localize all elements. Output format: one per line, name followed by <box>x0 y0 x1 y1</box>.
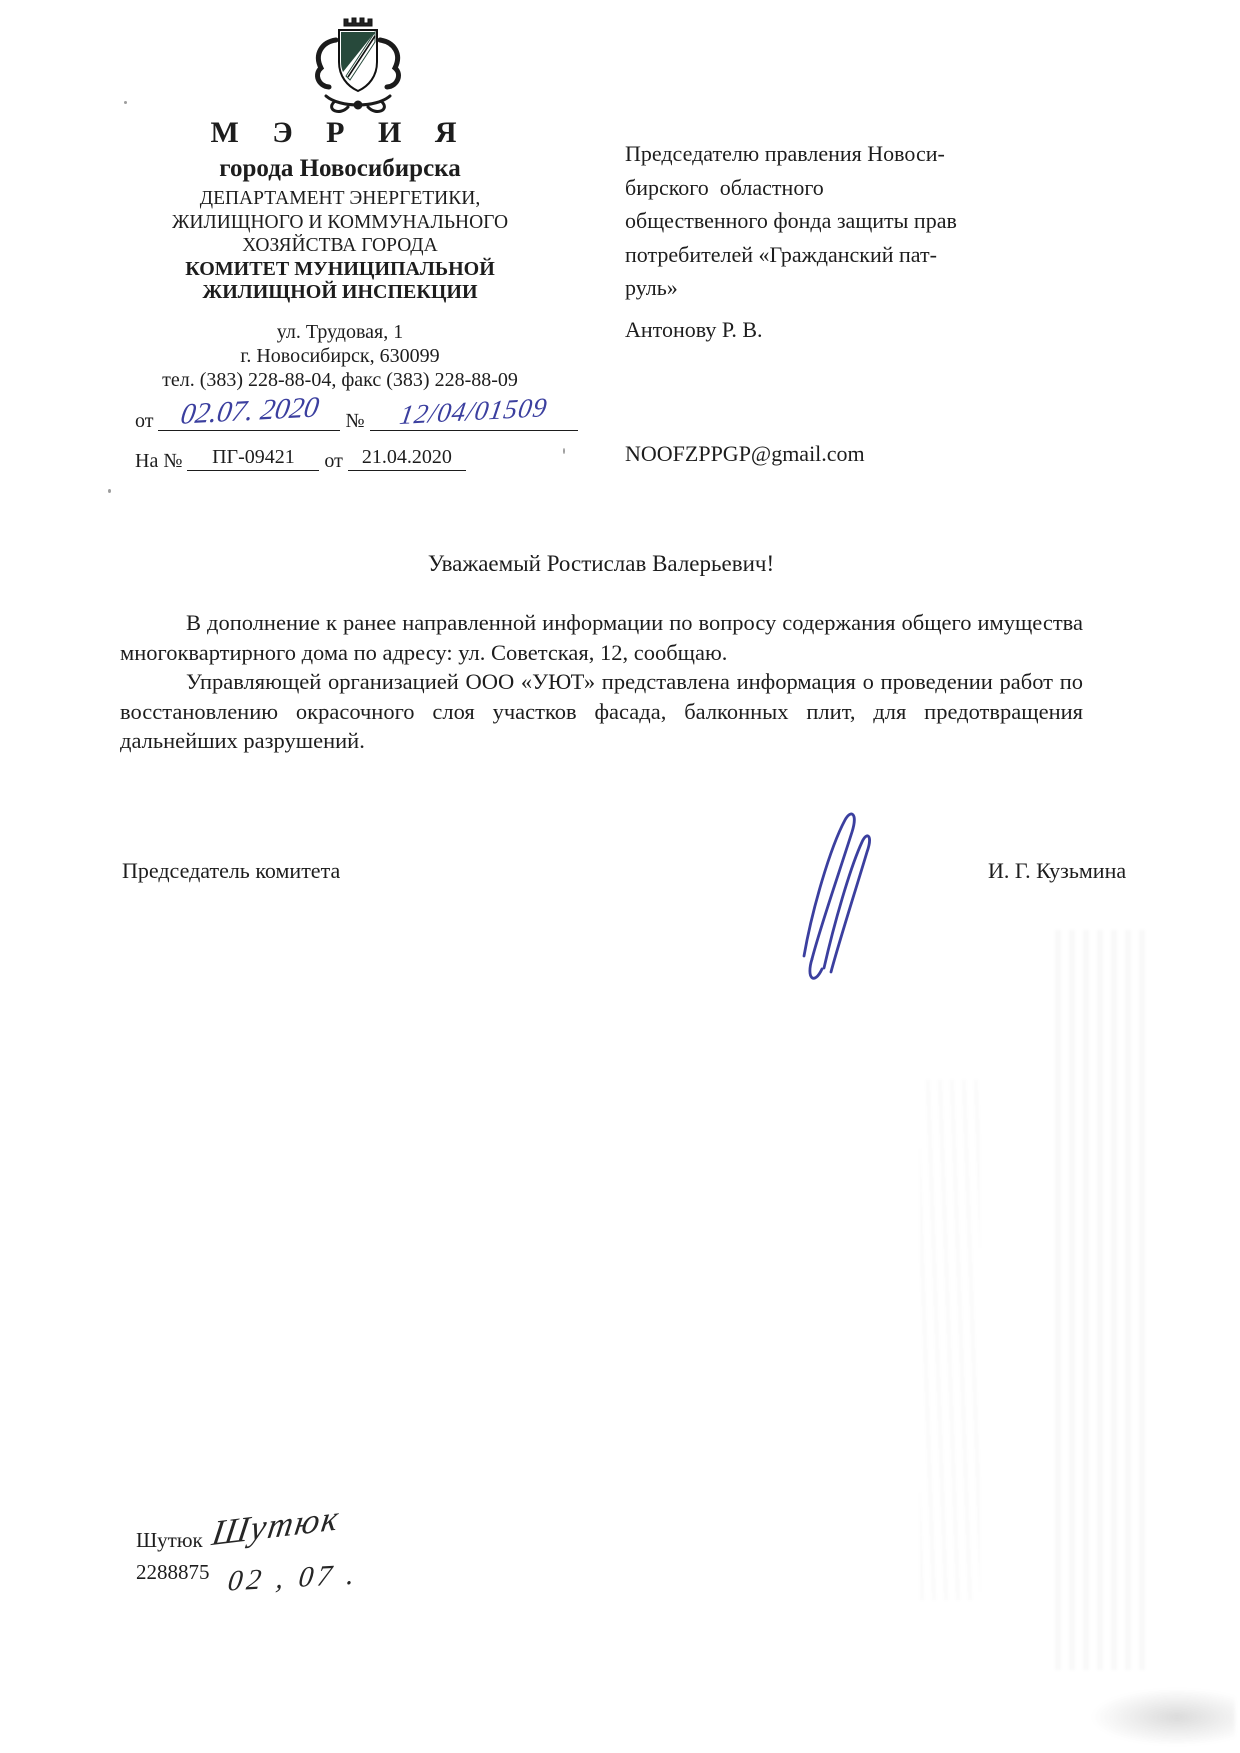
emblem-ribbon <box>326 96 390 111</box>
address-street: ул. Трудовая, 1 <box>276 320 404 343</box>
department-line-1: ДЕПАРТАМЕНТ ЭНЕРГЕТИКИ, <box>199 188 481 209</box>
executor-phone: 2288875 <box>136 1560 210 1584</box>
committee-line-1: КОМИТЕТ МУНИЦИПАЛЬНОЙ <box>185 257 495 280</box>
scan-noise-corner <box>1090 1688 1235 1746</box>
emblem-crown <box>344 18 372 26</box>
letterhead <box>105 116 575 392</box>
executor-name: Шутюк <box>136 1528 203 1552</box>
from-label: от <box>135 410 154 432</box>
scan-noise-band <box>920 1080 980 1600</box>
executor-handwritten-date: 02 , 07 . <box>226 1558 361 1598</box>
recipient-line: общественного фонда защиты прав <box>625 208 957 233</box>
phone-fax-line: тел. (383) 228-88-04, факс (383) 228-88-09 <box>162 368 518 391</box>
body-paragraph-2: Управляющей организацией ООО «УЮТ» представлена информация о проведении работ по восстановлению окрасочного слоя участков фасада, балконных плит, для предотвращения дальнейших разрушений. <box>120 669 1083 753</box>
outgoing-reference-line <box>135 391 578 432</box>
novosibirsk-coat-of-arms-icon <box>298 14 418 118</box>
scan-noise-band <box>1055 930 1150 1670</box>
reply-label: На № <box>135 450 183 472</box>
handwritten-outgoing-date: 02.07. 2020 <box>178 391 321 431</box>
org-name-city: города Новосибирска <box>219 155 461 182</box>
incoming-number-field <box>187 444 319 471</box>
recipient-line: потребителей «Гражданский пат- <box>625 241 937 267</box>
scan-speck <box>108 489 111 493</box>
outgoing-date-field <box>158 391 340 431</box>
department-line-2: ЖИЛИЩНОГО И КОММУНАЛЬНОГО <box>171 211 509 233</box>
handwritten-outgoing-number: 12/04/01509 <box>397 391 550 431</box>
address-city: г. Новосибирск, 630099 <box>240 344 440 367</box>
recipient-line: Председателю правления Новоси- <box>625 141 945 166</box>
scan-speck <box>563 448 565 454</box>
org-name-primary: М Э Р И Я <box>210 116 470 149</box>
reply-from-label: от <box>324 450 343 472</box>
executor-handwritten-signature: Шутюк <box>209 1497 344 1554</box>
kuzmina-signature-icon <box>782 806 912 986</box>
body-paragraph-1: В дополнение к ранее направленной информации по вопросу содержания общего имущества многоквартирного дома по адресу: ул. Советская, 12, сообщаю. <box>120 610 1083 665</box>
emblem-shield <box>339 30 377 91</box>
signer-name: И. Г. Кузьмина <box>988 858 1127 883</box>
outgoing-number-field <box>370 391 578 431</box>
committee-line-2: ЖИЛИЩНОЙ ИНСПЕКЦИИ <box>202 281 478 303</box>
recipient-block <box>625 137 1035 305</box>
incoming-date: 21.04.2020 <box>361 446 452 468</box>
recipient-line: бирского областного <box>625 174 824 200</box>
recipient-name: Антонову Р. В. <box>625 317 763 342</box>
salutation: Уважаемый Ростислав Валерьевич! <box>427 551 775 576</box>
recipient-email: NOOFZPPGP@gmail.com <box>625 441 865 466</box>
number-label: № <box>345 410 365 432</box>
incoming-reference-line <box>135 444 466 471</box>
signer-position-title: Председатель комитета <box>122 858 341 883</box>
letter-body <box>120 608 1083 756</box>
incoming-date-field <box>348 444 466 471</box>
scan-speck <box>124 101 127 104</box>
incoming-number: ПГ-09421 <box>212 446 295 468</box>
department-line-3: ХОЗЯЙСТВА ГОРОДА <box>242 235 438 256</box>
recipient-line: руль» <box>625 275 678 300</box>
